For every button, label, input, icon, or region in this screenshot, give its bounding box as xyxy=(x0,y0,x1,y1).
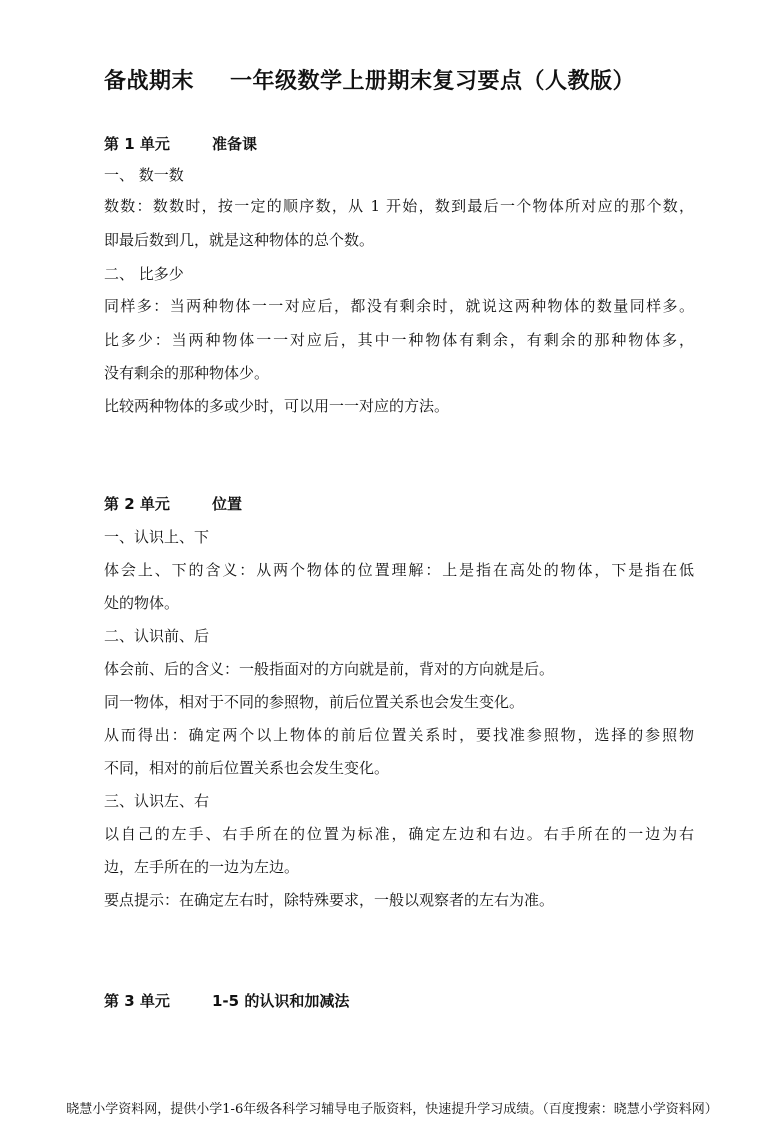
paragraph-line: 比较两种物体的多或少时，可以用一一对应的方法。 xyxy=(104,397,450,415)
unit-number: 第 2 单元 xyxy=(104,495,170,513)
paragraph-line: 不同，相对的前后位置关系也会发生变化。 xyxy=(104,759,390,777)
section-heading: 一、 数一数 xyxy=(104,166,184,184)
section-heading: 二、认识前、后 xyxy=(104,627,210,645)
unit-name: 准备课 xyxy=(212,135,258,153)
title-main: 一年级数学上册期末复习要点（人教版） xyxy=(230,69,636,94)
unit-name: 位置 xyxy=(212,495,243,513)
unit-1-heading xyxy=(104,133,257,154)
paragraph-line: 同样多：当两种物体一一对应后，都没有剩余时，就说这两种物体的数量同样多。 xyxy=(104,297,694,315)
paragraph-line: 数数：数数时，按一定的顺序数，从 1 开始，数到最后一个物体所对应的那个数， xyxy=(104,197,694,215)
paragraph-line: 没有剩余的那种物体少。 xyxy=(104,364,270,382)
unit-name: 1-5 的认识和加减法 xyxy=(212,992,350,1010)
section-heading: 三、认识左、右 xyxy=(104,792,210,810)
paragraph-line: 以自己的左手、右手所在的位置为标准，确定左边和右边。右手所在的一边为右 xyxy=(104,825,694,843)
paragraph-line: 边，左手所在的一边为左边。 xyxy=(104,858,300,876)
paragraph-line: 体会前、后的含义：一般指面对的方向就是前，背对的方向就是后。 xyxy=(104,660,555,678)
unit-3-heading xyxy=(104,990,349,1011)
paragraph-line: 比多少：当两种物体一一对应后，其中一种物体有剩余，有剩余的那种物体多， xyxy=(104,331,694,349)
unit-number: 第 1 单元 xyxy=(104,135,170,153)
paragraph-line: 即最后数到几，就是这种物体的总个数。 xyxy=(104,231,375,249)
title-prefix: 备战期末 xyxy=(104,69,195,94)
paragraph-line: 处的物体。 xyxy=(104,594,180,612)
unit-number: 第 3 单元 xyxy=(104,992,170,1010)
page-title xyxy=(104,64,724,95)
section-heading: 二、 比多少 xyxy=(104,265,184,283)
paragraph-line: 同一物体，相对于不同的参照物，前后位置关系也会发生变化。 xyxy=(104,693,525,711)
paragraph-line: 体会上、下的含义：从两个物体的位置理解：上是指在高处的物体，下是指在低 xyxy=(104,561,694,579)
section-heading: 一、认识上、下 xyxy=(104,528,210,546)
paragraph-line: 要点提示：在确定左右时，除特殊要求，一般以观察者的左右为准。 xyxy=(104,891,555,909)
page-footer: 晓慧小学资料网，提供小学1-6年级各科学习辅导电子版资料，快速提升学习成绩。（百度搜索：晓慧小学资料网） xyxy=(66,1102,718,1117)
paragraph-line: 从而得出：确定两个以上物体的前后位置关系时，要找准参照物，选择的参照物 xyxy=(104,726,694,744)
unit-2-heading xyxy=(104,493,242,514)
